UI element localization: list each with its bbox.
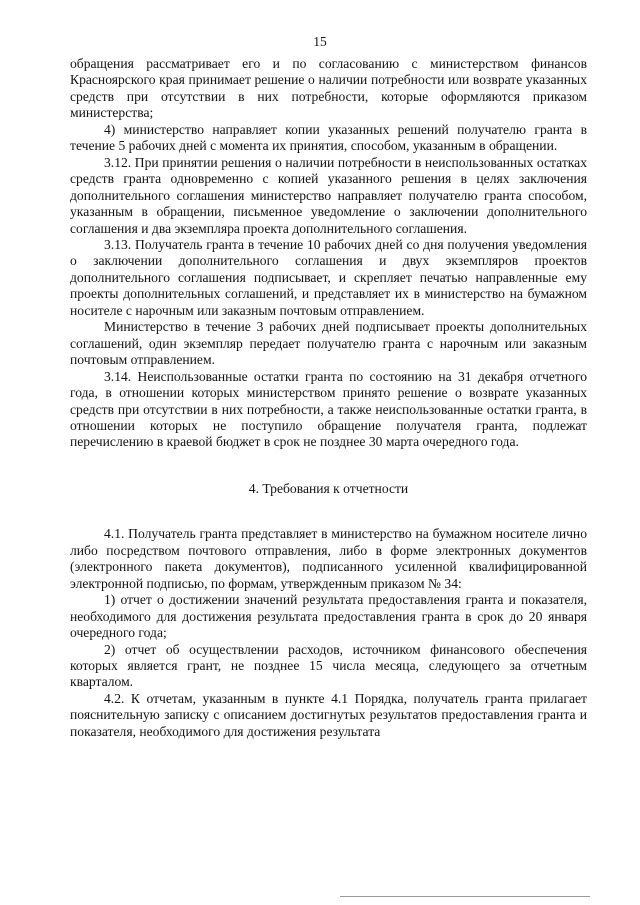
paragraph-4-1: 4.1. Получатель гранта представляет в министерство на бумажном носителе лично либо посредством почтового отправления, либо в форме электронных документов (электронного пакета документов), подписанного усиленной квалифицированной электронной подписью, по формам, утвержденным приказом № 34: xyxy=(70,526,587,591)
paragraph-3-14: 3.14. Неиспользованные остатки гранта по состоянию на 31 декабря отчетного года, в отношении которых министерством принято решение о возврате указанных средств при отсутствии в них потребности, а также неиспользованные остатки гранта, в отношении которых не поступило обращение получателя гранта, подлежат перечислению в краевой бюджет в срок не позднее 30 марта очередного года. xyxy=(70,368,587,450)
section-heading: 4. Требования к отчетности xyxy=(248,480,409,496)
paragraph-item-4: 4) министерство направляет копии указанных решений получателю гранта в течение 5 рабочих дней с момента их принятия, способом, указанным в обращении. xyxy=(70,121,587,154)
document-body xyxy=(70,56,587,740)
paragraph-4-2: 4.2. К отчетам, указанным в пункте 4.1 Порядка, получатель гранта прилагает пояснительную записку с описанием достигнутых результатов предоставления гранта и показателя, необходимого для достижения результата xyxy=(70,690,587,739)
page-number: 15 xyxy=(313,34,327,49)
paragraph-continuation: обращения рассматривает его и по согласованию с министерством финансов Красноярского края принимает решение о наличии потребности или возврате указанных средств при отсутствии в них потребности, которые оформляются приказом министерства; xyxy=(70,56,587,121)
paragraph-4-1-item-2: 2) отчет об осуществлении расходов, источником финансового обеспечения которых является грант, не позднее 15 числа месяца, следующего за отчетным кварталом. xyxy=(70,641,587,690)
paragraph-4-1-item-1: 1) отчет о достижении значений результата предоставления гранта и показателя, необходимого для достижения результата предоставления гранта в срок до 20 января очередного года; xyxy=(70,592,587,641)
bottom-rule xyxy=(340,896,590,897)
paragraph-3-13: 3.13. Получатель гранта в течение 10 рабочих дней со дня получения уведомления о заключении дополнительного соглашения и двух экземпляров проектов дополнительного соглашения подписывает, и скрепляет печатью направленные ему проекты дополнительных соглашений, и представляет их в министерство на бумажном носителе с нарочным или заказным почтовым отправлением. xyxy=(70,236,587,318)
paragraph-3-12: 3.12. При принятии решения о наличии потребности в неиспользованных остатках средств гранта одновременно с копией указанного решения в целях заключения дополнительного соглашения министерство направляет получателю гранта способом, указанным в обращении, письменное уведомление о заключении дополнительного соглашения и два экземпляра проекта дополнительного соглашения. xyxy=(70,154,587,236)
paragraph-ministry-signs: Министерство в течение 3 рабочих дней подписывает проекты дополнительных соглашений, один экземпляр передает получателю гранта с нарочным или заказным почтовым отправлением. xyxy=(70,319,587,368)
